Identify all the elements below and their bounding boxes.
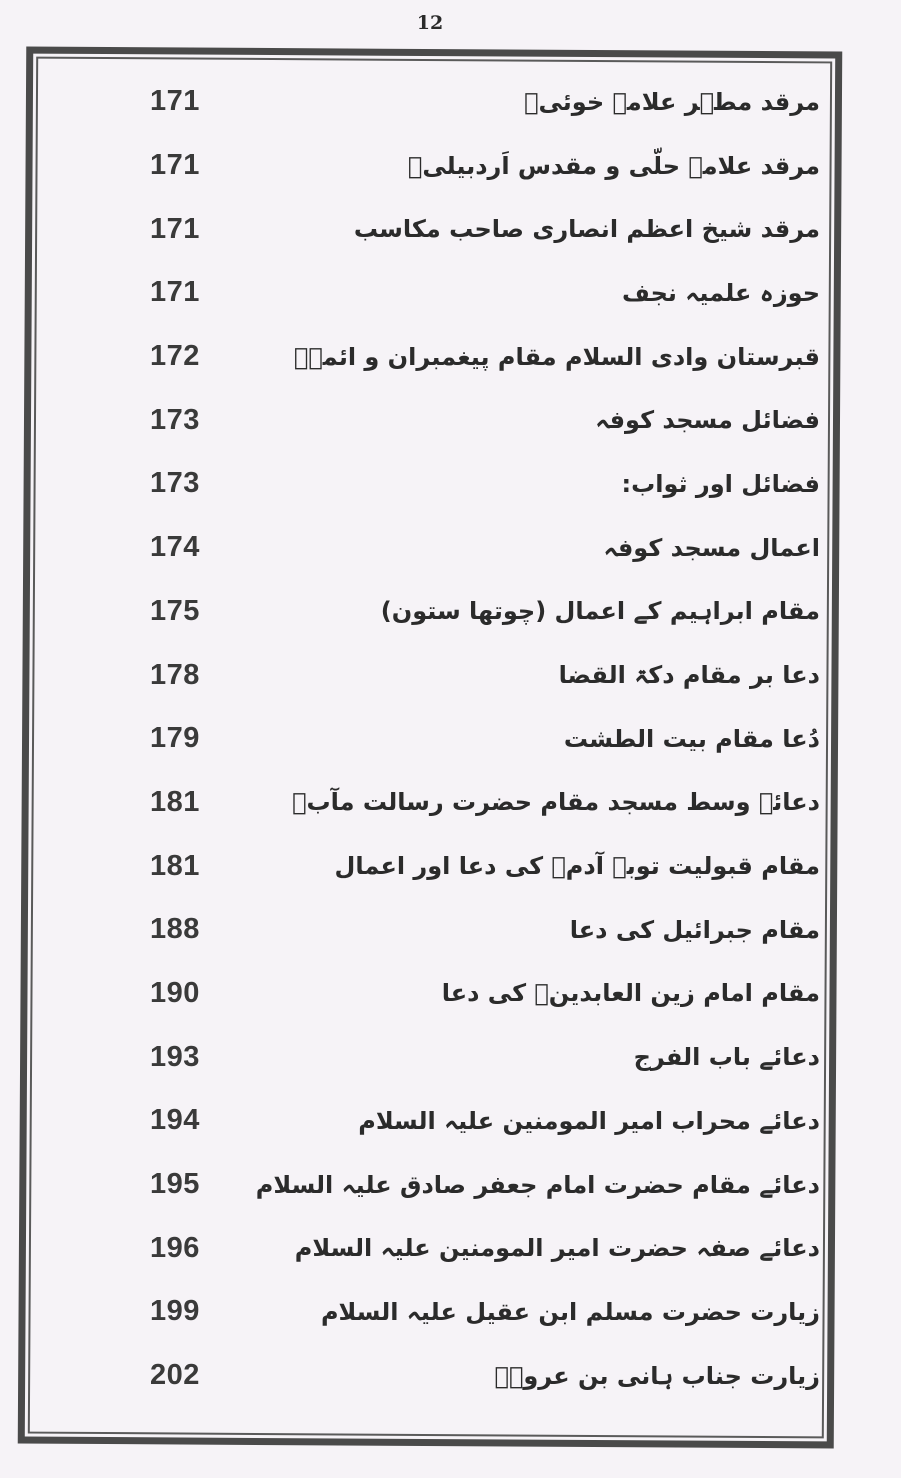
toc-page-number: 181 bbox=[150, 849, 200, 882]
toc-title: مقام ابراہیم کے اعمال (چوتھا ستون) bbox=[380, 597, 820, 626]
toc-entry bbox=[40, 516, 820, 580]
toc-page-number: 171 bbox=[150, 276, 200, 309]
toc-page-number: 171 bbox=[150, 149, 200, 182]
toc-title: دعائے وسط مسجد مقام حضرت رسالت مآبؐ bbox=[292, 788, 820, 817]
toc-entry bbox=[40, 1089, 820, 1153]
toc-page-number: 171 bbox=[150, 212, 200, 245]
toc-title: دعائے محراب امیر المومنین علیہ السلام bbox=[358, 1106, 820, 1135]
table-of-contents bbox=[40, 70, 820, 1407]
toc-page-number: 174 bbox=[150, 531, 200, 564]
toc-entry bbox=[40, 834, 820, 898]
toc-page-number: 190 bbox=[150, 976, 200, 1009]
toc-entry bbox=[40, 388, 820, 452]
toc-entry bbox=[40, 1216, 820, 1280]
toc-title: مقام امام زین العابدینؑ کی دعا bbox=[441, 979, 820, 1008]
toc-title: مقام قبولیت توبہ آدمؑ کی دعا اور اعمال bbox=[334, 852, 820, 881]
toc-page-number: 202 bbox=[150, 1359, 200, 1392]
toc-entry bbox=[40, 643, 820, 707]
toc-entry bbox=[40, 452, 820, 516]
toc-entry bbox=[40, 134, 820, 198]
toc-title: قبرستان وادی السلام مقام پیغمبران و ائمہؑ bbox=[293, 342, 820, 371]
toc-page-number: 179 bbox=[150, 722, 200, 755]
toc-title: دعائے صفہ حضرت امیر المومنین علیہ السلام bbox=[294, 1234, 820, 1263]
toc-title: مرقد مطہر علامہ خوئیؒ bbox=[524, 87, 820, 116]
toc-entry bbox=[40, 771, 820, 835]
toc-title: زیارت جناب ہانی بن عروہؓ bbox=[494, 1361, 820, 1390]
toc-title: مرقد علامہ حلّی و مقدس اَردبیلیؒ bbox=[407, 151, 820, 180]
toc-title: مرقد شیخ اعظم انصاری صاحب مکاسب bbox=[353, 215, 820, 244]
toc-page-number: 195 bbox=[150, 1168, 200, 1201]
toc-title: دعا بر مقام دکۃ القضا bbox=[558, 661, 820, 690]
toc-page-number: 199 bbox=[150, 1295, 200, 1328]
toc-page-number: 193 bbox=[150, 1040, 200, 1073]
toc-entry bbox=[40, 1153, 820, 1217]
toc-page-number: 175 bbox=[150, 594, 200, 627]
toc-page-number: 196 bbox=[150, 1231, 200, 1264]
toc-title: دعائے مقام حضرت امام جعفر صادق علیہ السلام bbox=[255, 1170, 820, 1199]
toc-entry bbox=[40, 580, 820, 644]
toc-title: دُعا مقام بیت الطشت bbox=[563, 724, 820, 753]
toc-entry bbox=[40, 197, 820, 261]
toc-title: فضائل اور ثواب: bbox=[621, 469, 820, 498]
toc-entry bbox=[40, 70, 820, 134]
toc-page-number: 181 bbox=[150, 785, 200, 818]
toc-title: حوزہ علمیہ نجف bbox=[622, 278, 820, 307]
toc-page-number: 171 bbox=[150, 85, 200, 118]
toc-entry bbox=[40, 325, 820, 389]
toc-entry bbox=[40, 707, 820, 771]
toc-entry bbox=[40, 1025, 820, 1089]
toc-title: فضائل مسجد کوفہ bbox=[595, 406, 820, 435]
toc-page-number: 172 bbox=[150, 340, 200, 373]
toc-entry bbox=[40, 1280, 820, 1344]
toc-entry bbox=[40, 261, 820, 325]
toc-title: زیارت حضرت مسلم ابن عقیل علیہ السلام bbox=[320, 1297, 820, 1326]
toc-title: اعمال مسجد کوفہ bbox=[603, 533, 820, 562]
toc-page-number: 194 bbox=[150, 1104, 200, 1137]
toc-page-number: 173 bbox=[150, 467, 200, 500]
toc-entry bbox=[40, 898, 820, 962]
toc-page-number: 188 bbox=[150, 913, 200, 946]
page-number: 12 bbox=[416, 12, 444, 34]
toc-page-number: 173 bbox=[150, 403, 200, 436]
toc-page-number: 178 bbox=[150, 658, 200, 691]
toc-entry bbox=[40, 962, 820, 1026]
toc-title: مقام جبرائیل کی دعا bbox=[569, 915, 820, 944]
toc-title: دعائے باب الفرج bbox=[633, 1043, 820, 1072]
toc-entry bbox=[40, 1344, 820, 1408]
